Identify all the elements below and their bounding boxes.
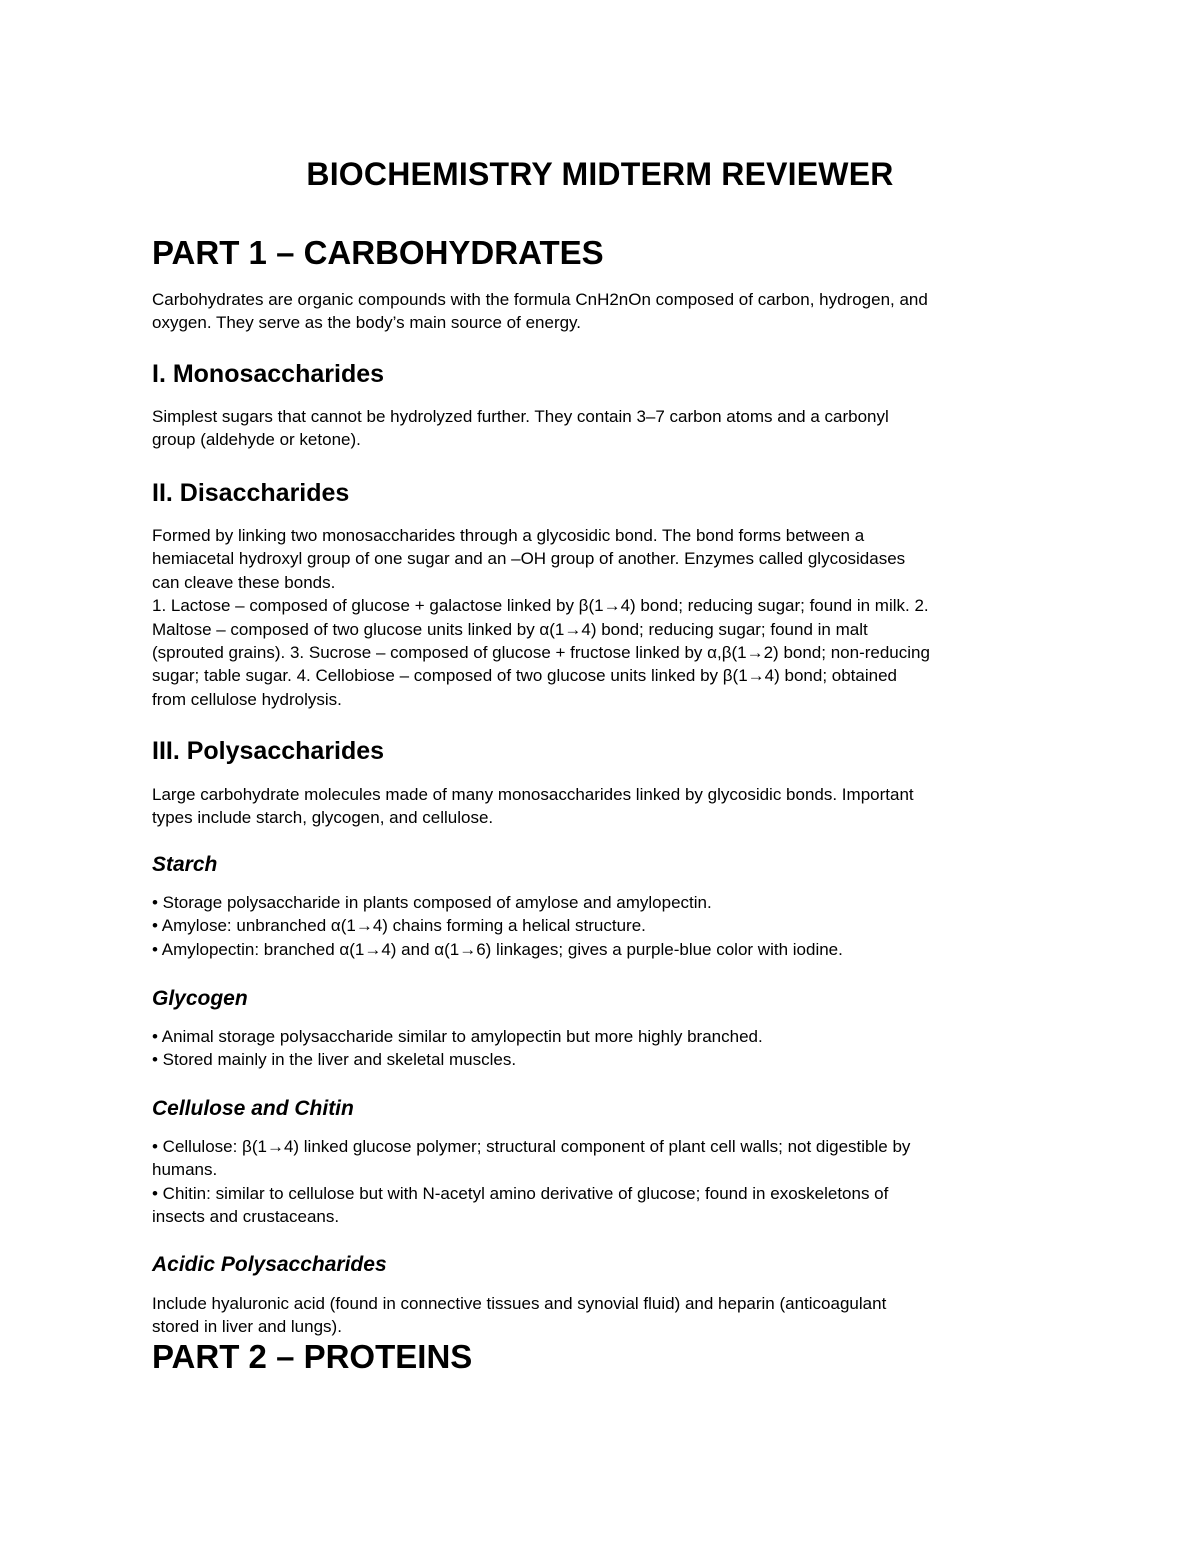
cellulose-chitin-list xyxy=(152,1135,910,1229)
text-line: sugar; table sugar. 4. Cellobiose – composed of two glucose units linked by β(1→4) bond; obtained xyxy=(152,666,898,686)
glycogen-list xyxy=(152,1025,763,1072)
acidic-polysaccharides-text xyxy=(152,1292,886,1339)
text-line: hemiacetal hydroxyl group of one sugar and an –OH group of another. Enzymes called glycosidases xyxy=(152,549,906,569)
acidic-polysaccharides-heading: Acidic Polysaccharides xyxy=(152,1253,387,1276)
text-line: types include starch, glycogen, and cellulose. xyxy=(152,808,494,828)
list-item: humans. xyxy=(152,1160,218,1180)
list-item: • Amylose: unbranched α(1→4) chains forming a helical structure. xyxy=(152,916,646,936)
text-line: group (aldehyde or ketone). xyxy=(152,430,361,450)
text-line: can cleave these bonds. xyxy=(152,572,336,592)
text-line: Large carbohydrate molecules made of many monosaccharides linked by glycosidic bonds. Important xyxy=(152,785,914,804)
text-line: Simplest sugars that cannot be hydrolyzed further. They contain 3–7 carbon atoms and a carbonyl xyxy=(152,407,889,426)
list-item: • Cellulose: β(1→4) linked glucose polymer; structural component of plant cell walls; not digestible by xyxy=(152,1137,911,1156)
text-line: from cellulose hydrolysis. xyxy=(152,689,342,709)
glycogen-heading: Glycogen xyxy=(152,987,248,1010)
text-line: Maltose – composed of two glucose units linked by α(1→4) bond; reducing sugar; found in malt xyxy=(152,619,868,639)
text-line: stored in liver and lungs). xyxy=(152,1317,342,1337)
polysaccharides-heading: III. Polysaccharides xyxy=(152,737,385,765)
list-item: • Chitin: similar to cellulose but with N-acetyl amino derivative of glucose; found in exoskeletons of xyxy=(152,1183,889,1203)
starch-list xyxy=(152,891,843,961)
part-1-heading: PART 1 – CARBOHYDRATES xyxy=(152,234,604,271)
text-line: Carbohydrates are organic compounds with the formula CnH2nOn composed of carbon, hydrogen, and xyxy=(152,290,928,309)
text-line: Formed by linking two monosaccharides through a glycosidic bond. The bond forms between a xyxy=(152,526,865,545)
list-item: • Storage polysaccharide in plants composed of amylose and amylopectin. xyxy=(152,893,712,912)
list-item: • Amylopectin: branched α(1→4) and α(1→6) linkages; gives a purple-blue color with iodine. xyxy=(152,939,843,959)
document-title: BIOCHEMISTRY MIDTERM REVIEWER xyxy=(306,156,894,192)
list-item: • Animal storage polysaccharide similar to amylopectin but more highly branched. xyxy=(152,1027,763,1046)
text-line: (sprouted grains). 3. Sucrose – composed of glucose + fructose linked by α,β(1→2) bond; non-reducing xyxy=(152,643,930,663)
text-line: oxygen. They serve as the body’s main source of energy. xyxy=(152,313,582,333)
polysaccharides-text xyxy=(152,783,914,830)
text-line: Include hyaluronic acid (found in connective tissues and synovial fluid) and heparin (anticoagulant xyxy=(152,1294,887,1313)
disaccharides-heading: II. Disaccharides xyxy=(152,479,350,507)
disaccharides-text xyxy=(152,524,930,711)
text-line: 1. Lactose – composed of glucose + galactose linked by β(1→4) bond; reducing sugar; found in milk. 2. xyxy=(152,596,929,616)
cellulose-chitin-heading: Cellulose and Chitin xyxy=(152,1097,354,1120)
monosaccharides-text xyxy=(152,405,889,452)
monosaccharides-heading: I. Monosaccharides xyxy=(152,360,385,388)
list-item: • Stored mainly in the liver and skeletal muscles. xyxy=(152,1050,517,1070)
part-1-intro xyxy=(152,288,928,335)
starch-heading: Starch xyxy=(152,853,218,876)
list-item: insects and crustaceans. xyxy=(152,1207,340,1227)
part-2-heading: PART 2 – PROTEINS xyxy=(152,1338,473,1375)
